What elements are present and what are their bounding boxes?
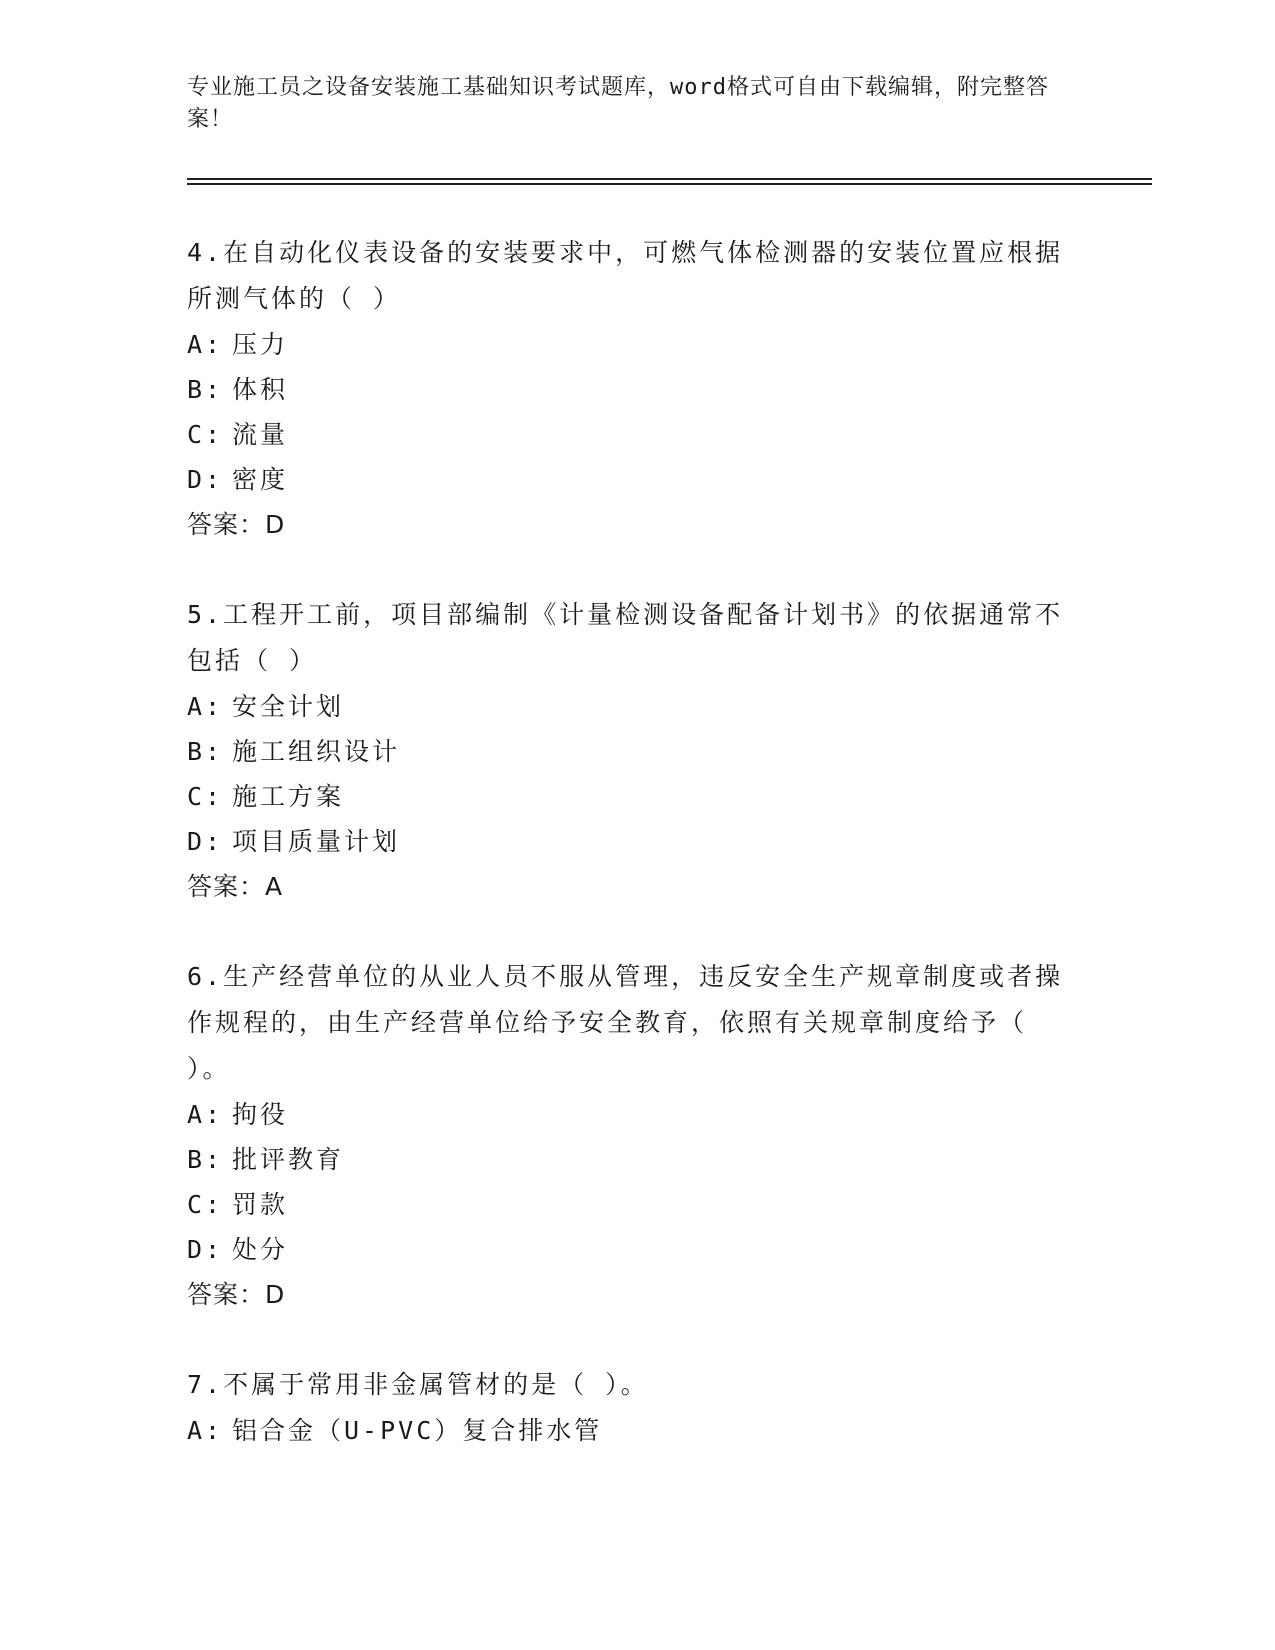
- option-text: 拘役: [232, 1100, 289, 1129]
- option-c: [187, 774, 1077, 819]
- option-a: [187, 1408, 1077, 1453]
- option-a: [187, 1092, 1077, 1137]
- option-key: B:: [187, 375, 224, 404]
- option-key: D:: [187, 827, 224, 856]
- option-a: [187, 322, 1077, 367]
- header-rule-bottom: [187, 183, 1152, 185]
- answer: 答案：D: [187, 510, 286, 539]
- question-text: 4.在自动化仪表设备的安装要求中，可燃气体检测器的安装位置应根据所测气体的（ ）: [187, 238, 1064, 313]
- option-text: 罚款: [232, 1190, 289, 1219]
- answer: 答案：D: [187, 1280, 286, 1309]
- option-key: A:: [187, 1100, 224, 1129]
- option-text: 流量: [232, 420, 289, 449]
- option-b: [187, 1137, 1077, 1182]
- question-text: 7.不属于常用非金属管材的是（ ）。: [187, 1370, 649, 1399]
- option-d: [187, 819, 1077, 864]
- option-text: 密度: [232, 465, 289, 494]
- question-text: 5.工程开工前，项目部编制《计量检测设备配备计划书》的依据通常不包括（ ）: [187, 600, 1064, 675]
- option-d: [187, 1227, 1077, 1272]
- option-key: A:: [187, 692, 224, 721]
- question-list: [187, 230, 1077, 1497]
- option-text: 施工组织设计: [232, 737, 401, 766]
- option-text: 项目质量计划: [232, 827, 401, 856]
- option-d: [187, 457, 1077, 502]
- option-b: [187, 729, 1077, 774]
- answer: 答案：A: [187, 872, 284, 901]
- option-key: C:: [187, 782, 224, 811]
- option-key: B:: [187, 1145, 224, 1174]
- question-4: [187, 230, 1077, 548]
- header-rule-top: [187, 178, 1152, 180]
- question-text: 6.生产经营单位的从业人员不服从管理，违反安全生产规章制度或者操作规程的，由生产经营单位给予安全教育，依照有关规章制度给予（ ）。: [187, 962, 1064, 1083]
- option-key: A:: [187, 1416, 224, 1445]
- option-text: 压力: [232, 330, 289, 359]
- option-text: 体积: [232, 375, 289, 404]
- option-c: [187, 412, 1077, 457]
- option-text: 安全计划: [232, 692, 345, 721]
- option-key: D:: [187, 1235, 224, 1264]
- option-a: [187, 684, 1077, 729]
- question-5: [187, 592, 1077, 910]
- option-key: C:: [187, 1190, 224, 1219]
- option-text: 批评教育: [232, 1145, 345, 1174]
- option-text: 处分: [232, 1235, 289, 1264]
- option-b: [187, 367, 1077, 412]
- option-key: A:: [187, 330, 224, 359]
- question-7: [187, 1362, 1077, 1453]
- document-header: 专业施工员之设备安装施工基础知识考试题库，word格式可自由下载编辑，附完整答案！: [187, 75, 1049, 132]
- option-text: 施工方案: [232, 782, 345, 811]
- option-key: D:: [187, 465, 224, 494]
- option-text: 铝合金（U-PVC）复合排水管: [232, 1416, 603, 1445]
- question-6: [187, 954, 1077, 1318]
- option-key: C:: [187, 420, 224, 449]
- option-key: B:: [187, 737, 224, 766]
- option-c: [187, 1182, 1077, 1227]
